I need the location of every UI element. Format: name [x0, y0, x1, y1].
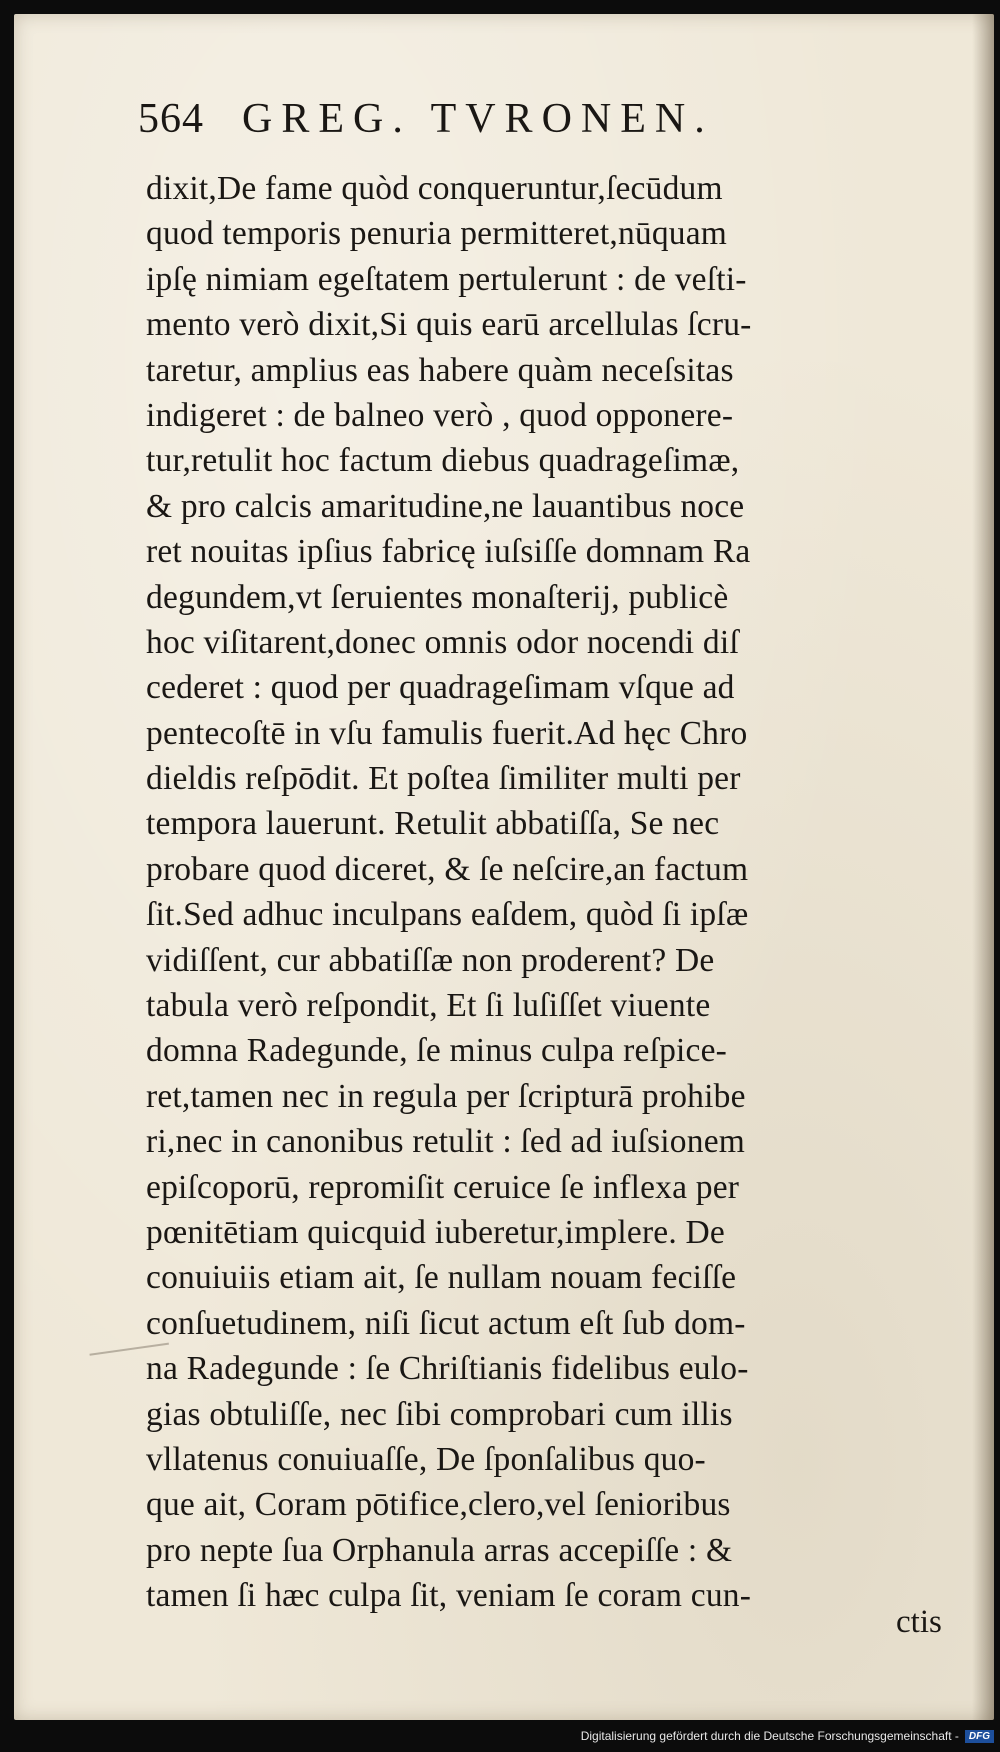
page-edge-shadow	[972, 14, 994, 1720]
text-line: indigeret : de balneo verò , quod opponere-	[146, 396, 734, 434]
text-line: tamen ſi hæc culpa ſit, veniam ſe coram cun-	[146, 1577, 752, 1615]
text-line: pentecoſtē in vſu famulis fuerit.Ad hęc Chro	[146, 714, 748, 752]
catchword: ctis	[896, 1604, 942, 1640]
text-line: cederet : quod per quadrageſimam vſque ad	[146, 669, 735, 707]
text-line: hoc viſitarent,donec omnis odor nocendi diſ	[146, 623, 739, 661]
text-line: ipſę nimiam egeſtatem pertulerunt : de veſti-	[146, 260, 747, 298]
text-line: dixit,De fame quòd conqueruntur,ſecūdum	[146, 170, 723, 207]
footer-bar	[0, 1720, 1000, 1752]
running-title: GREG. TVRONEN.	[242, 96, 714, 142]
text-line: conſuetudinem, niſi ſicut actum eſt ſub dom-	[146, 1304, 746, 1342]
text-line: quod temporis penuria permitteret,nūquam	[146, 215, 728, 253]
text-line: ri,nec in canonibus retulit : ſed ad iuſsionem	[146, 1123, 746, 1161]
digitization-credit: Digitalisierung gefördert durch die Deutsche Forschungsgemeinschaft -	[580, 1729, 959, 1743]
text-line: na Radegunde : ſe Chriſtianis fidelibus eulo-	[146, 1350, 749, 1388]
text-line: epiſcoporū, repromiſit ceruice ſe inflexa per	[146, 1168, 740, 1206]
text-line: pro nepte ſua Orphanula arras accepiſſe : &	[146, 1531, 733, 1569]
text-line: ret,tamen nec in regula per ſcripturā prohibe	[146, 1077, 746, 1115]
text-line: tabula verò reſpondit, Et ſi luſiſſet viuente	[146, 987, 711, 1025]
text-line: dieldis reſpōdit. Et poſtea ſimiliter multi per	[146, 760, 741, 798]
text-line: que ait, Coram pōtifice,clero,vel ſenioribus	[146, 1486, 731, 1524]
text-line: gias obtuliſſe, nec ſibi comprobari cum illis	[146, 1395, 733, 1433]
text-line: degundem,vt ſeruientes monaſterij, publicè	[146, 578, 729, 616]
page-header	[138, 95, 898, 165]
text-line: probare quod diceret, & ſe neſcire,an factum	[146, 850, 749, 888]
text-line: ret nouitas ipſius fabricę iuſsiſſe domnam Ra	[146, 533, 751, 571]
text-line: pœnitētiam quicquid iuberetur,implere. De	[146, 1213, 725, 1251]
text-line: tempora lauerunt. Retulit abbatiſſa, Se nec	[146, 805, 720, 843]
text-line: taretur, amplius eas habere quàm neceſsitas	[146, 351, 734, 389]
body-text	[146, 166, 946, 1619]
dfg-logo: DFG	[965, 1730, 994, 1743]
text-line: & pro calcis amaritudine,ne lauantibus noce	[146, 487, 745, 525]
text-line: domna Radegunde, ſe minus culpa reſpice-	[146, 1032, 728, 1070]
text-line: ſit.Sed adhuc inculpans eaſdem, quòd ſi ipſæ	[146, 896, 749, 934]
text-line: vllatenus conuiuaſſe, De ſponſalibus quo-	[146, 1440, 706, 1478]
text-line: tur,retulit hoc factum diebus quadrageſimæ,	[146, 442, 740, 480]
text-line: mento verò dixit,Si quis earū arcellulas ſcru-	[146, 306, 752, 344]
page-number: 564	[138, 96, 204, 142]
text-line: vidiſſent, cur abbatiſſæ non proderent? De	[146, 941, 715, 979]
text-line: conuiuiis etiam ait, ſe nullam nouam feciſſe	[146, 1259, 737, 1297]
